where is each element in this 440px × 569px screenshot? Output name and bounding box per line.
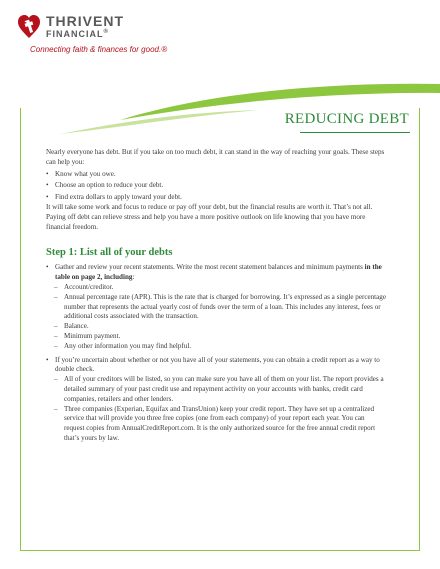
- intro-paragraph: Nearly everyone has debt. But if you take on too much debt, it can stand in the way of reaching your goals. These steps can help you:: [46, 148, 385, 166]
- step1-subitem: – Minimum payment.: [46, 332, 386, 342]
- step1-subitem: – Any other information you may find helpful.: [46, 342, 386, 352]
- intro-bullet: • Know what you owe.: [46, 170, 386, 180]
- step1-subitem: – Balance.: [46, 322, 386, 332]
- heart-cross-logo-icon: [18, 14, 40, 40]
- brand-name: THRIVENT: [46, 13, 124, 29]
- step1-subitem: – Annual percentage rate (APR). This is the rate that is charged for borrowing. It’s expressed as a single percentage number that represents the actual yearly cost of funds over the term of a loan. This includes any interest, fees or additional costs associated with the transaction.: [46, 293, 386, 322]
- document-body: [46, 148, 386, 444]
- step1-heading: Step 1: List all of your debts: [46, 247, 173, 259]
- page-title: REDUCING DEBT: [284, 111, 409, 127]
- step1-subitem: – Account/creditor.: [46, 283, 386, 293]
- step1-bullet: • Gather and review your recent statements. Write the most recent statement balances and minimum payments in the table on page 2, including:: [46, 263, 386, 283]
- step1-bullet: • If you’re uncertain about whether or not you have all of your statements, you can obtain a credit report as a way to double check.: [46, 356, 386, 376]
- step1-subitem: – Three companies (Experian, Equifax and TransUnion) keep your credit report. They have set up a centralized service that will provide you three free copies (one from each company) of your report each year. You can request copies from AnnualCreditReport.com. It is the only authorized source for the free annual credit report that’s yours by law.: [46, 405, 386, 444]
- thrivent-logo: [18, 10, 218, 60]
- brand-tagline: Connecting faith & finances for good.®: [30, 45, 168, 54]
- intro-bullet: • Find extra dollars to apply toward your debt.: [46, 193, 386, 203]
- step1-subitem: – All of your creditors will be listed, so you can make sure you have all of them on your list. The report provides a detailed summary of your past credit use and repayment activity on your accounts with banks, credit card companies, retailers and other lenders.: [46, 375, 386, 404]
- title-underline: [300, 132, 410, 133]
- intro-paragraph-2: It will take some work and focus to reduce or pay off your debt, but the financial results are worth it. That’s not all. Paying off debt can relieve stress and help you have a more positive outlook on life knowing that you have more financial freedom.: [46, 202, 373, 231]
- brand-subname: FINANCIAL®: [46, 29, 109, 39]
- table-reference-text: in the table on page 2, including: [55, 263, 382, 282]
- intro-bullet: • Choose an option to reduce your debt.: [46, 181, 386, 191]
